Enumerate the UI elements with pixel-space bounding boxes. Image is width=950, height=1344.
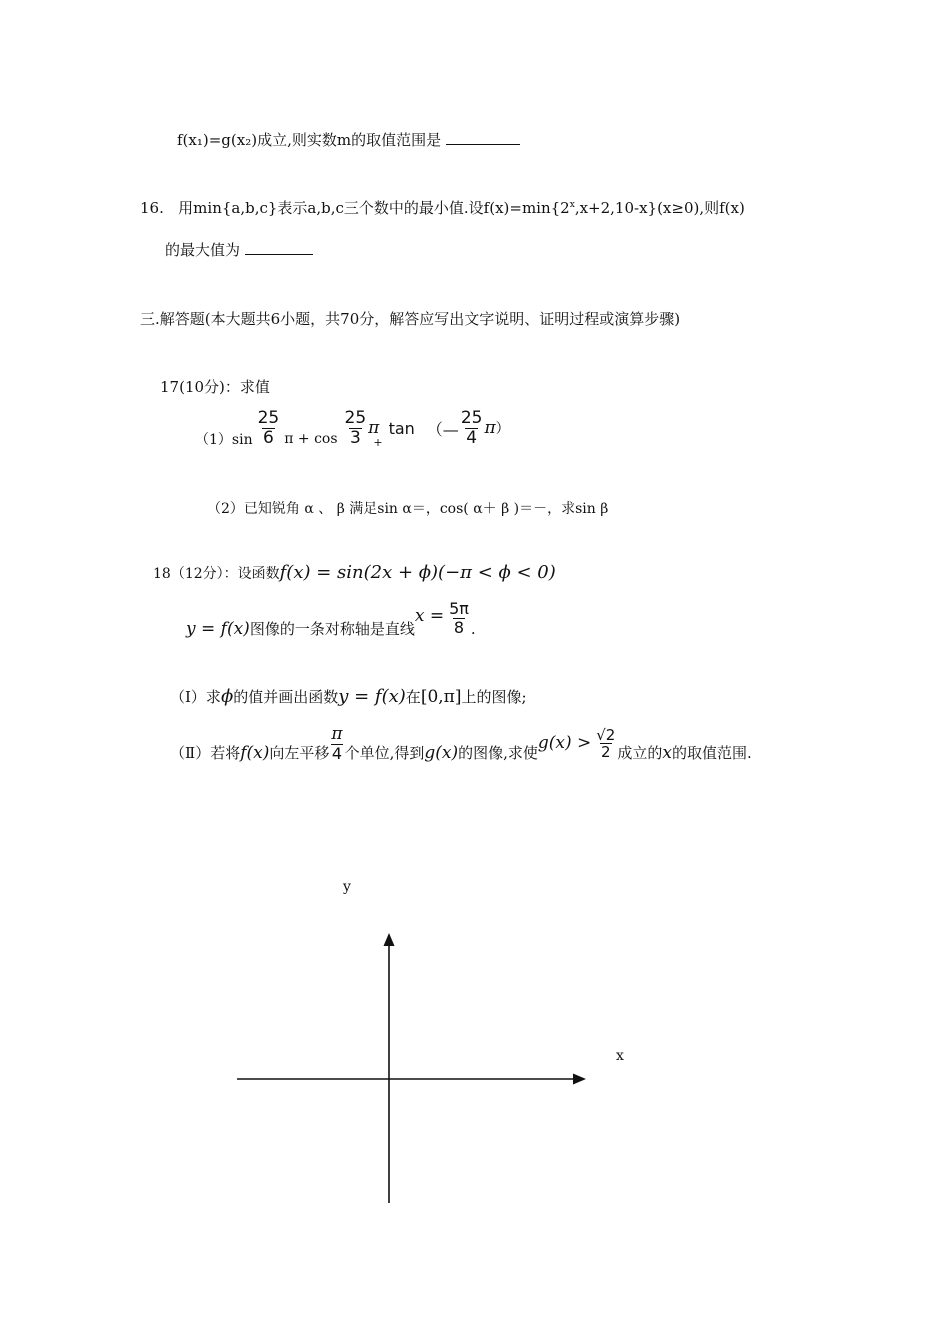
q18-part1-text: 的值并画出函数 (233, 688, 339, 706)
q17-frac2-den: 3 (349, 427, 361, 448)
q16-text-b: ,x+2,10-x}(x≥0),则f(x) (574, 199, 745, 217)
q18-part1-interval: [0,π] (420, 687, 462, 707)
q18-part1-end: 上的图像; (461, 688, 527, 706)
q18-part2-mid: 的图像,求使 (458, 744, 538, 762)
q18-part1-phi: ϕ (220, 686, 234, 707)
q18-part1-func: y = f(x) (338, 686, 406, 707)
graph-x-label: x (616, 1048, 624, 1064)
q18-part2-ineq: g(x) > (537, 732, 592, 753)
q18-formula: f(x) = sin(2x + ϕ)(−π < ϕ < 0) (279, 562, 556, 583)
q17-frac3-num: 25 (460, 407, 483, 428)
q17-paren-open: （— (426, 419, 459, 439)
q16-text-a: 用min{a,b,c}表示a,b,c三个数中的最小值.设f(x)=min{2 (178, 199, 570, 217)
q15-tail-text: f(x₁)=g(x₂)成立,则实数m的取值范围是 (177, 131, 442, 149)
q17-frac1-num: 25 (257, 407, 280, 428)
q18-sqrt-den: 2 (601, 743, 611, 761)
q17-p1-mid: π + cos (284, 431, 338, 447)
q17-tan: tan (388, 418, 415, 438)
q17-frac2-num: 25 (344, 407, 367, 428)
q16-sup-x: x (569, 200, 575, 210)
q18-part2-label: （Ⅱ）若将 (170, 744, 241, 762)
graph-y-label: y (343, 879, 351, 895)
q18-axis-num: 5π (449, 599, 469, 619)
x-axis-arrow (573, 1074, 586, 1085)
q17-p1-label: （1）sin (195, 432, 253, 448)
q17-paren-close: ） (495, 421, 510, 437)
q16-line2-text: 的最大值为 (165, 241, 241, 259)
q18-part2-gx: g(x) (424, 742, 459, 763)
q18-part1-at: 在 (405, 688, 421, 706)
q17-heading: 17(10分)：求值 (160, 378, 270, 396)
q17-frac1-den: 6 (263, 427, 274, 448)
section3-heading: 三.解答题(本大题共6小题，共70分，解答应写出文字说明、证明过程或演算步骤) (140, 310, 681, 328)
q17-frac2-pi: π (368, 418, 380, 438)
q18-part2-hold: 成立的 (617, 744, 663, 762)
q18-line2-text: 图像的一条对称轴是直线 (249, 620, 415, 638)
q18-axis-den: 8 (453, 618, 465, 637)
q18-part1-label: （Ⅰ）求 (170, 688, 221, 706)
q16-number: 16. (140, 199, 164, 217)
q17-part2: （2）已知锐角 α 、 β 满足sin α＝，cos( α＋ β )＝－，求sin β (207, 501, 609, 517)
q18-sqrt-num: √2 (596, 725, 616, 744)
q18-part2-end: 的取值范围. (671, 744, 752, 762)
y-axis-arrow (384, 933, 395, 946)
q18-part2-fx: f(x) (240, 742, 270, 763)
q18-heading: 18（12分）：设函数 (153, 566, 280, 582)
q17-plus: + (373, 435, 383, 449)
q18-shift-den: 4 (331, 743, 343, 763)
q18-shift-num: π (331, 723, 343, 744)
q18-part2-shift: 向左平移 (269, 744, 330, 762)
q18-part2-x: x (662, 742, 672, 763)
q18-line2-math: y = f(x) (186, 618, 250, 639)
q17-frac3-pi: π (484, 418, 496, 438)
q18-part2-unit: 个单位,得到 (344, 744, 425, 762)
q18-line2-x: x = (414, 605, 445, 626)
q17-frac3-den: 4 (466, 427, 478, 448)
q18-period: . (470, 619, 476, 638)
